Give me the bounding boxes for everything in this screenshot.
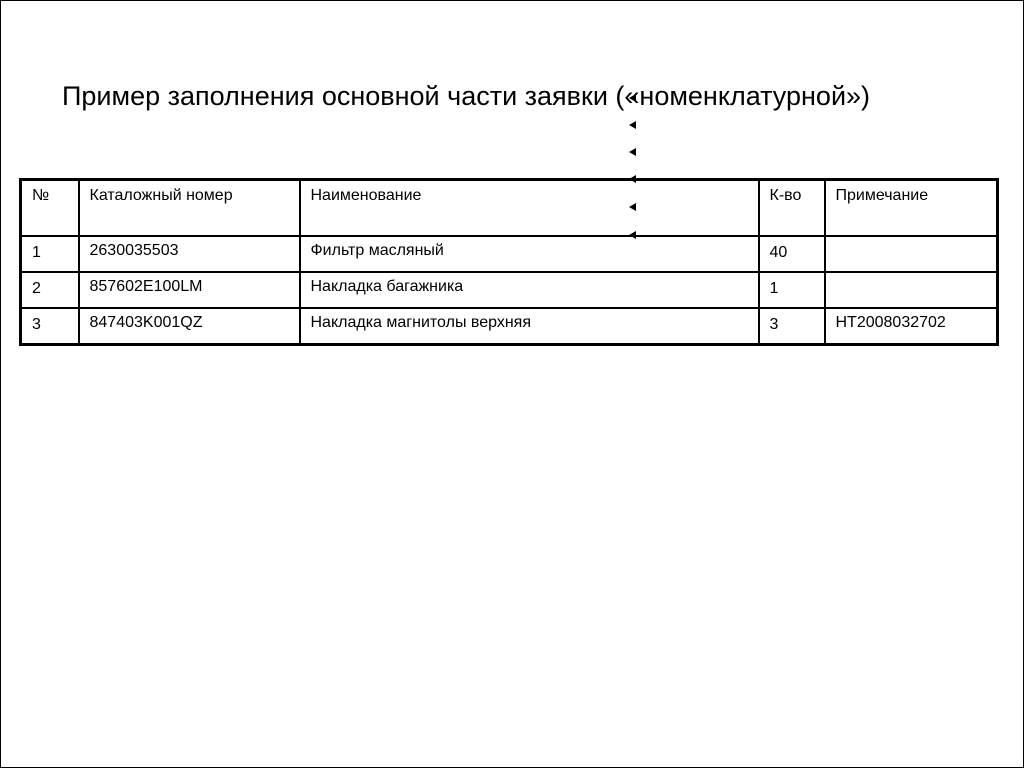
row-note <box>825 236 998 272</box>
row-note: НТ2008032702 <box>825 308 998 345</box>
row-catalog-number: 2630035503 <box>79 236 300 272</box>
row-num: 2 <box>21 272 79 308</box>
header-num: № <box>21 180 79 237</box>
row-quantity: 1 <box>759 272 825 308</box>
table-row <box>21 236 998 272</box>
row-note <box>825 272 998 308</box>
table-row <box>21 308 998 345</box>
marker-arrow-icon <box>629 94 636 102</box>
nomenclature-table <box>19 178 999 346</box>
header-name: Наименование <box>300 180 759 237</box>
row-name: Фильтр масляный <box>300 236 759 272</box>
row-num: 1 <box>21 236 79 272</box>
row-quantity: 3 <box>759 308 825 345</box>
row-name: Накладка магнитолы верхняя <box>300 308 759 345</box>
row-catalog-number: 847403K001QZ <box>79 308 300 345</box>
header-quantity: К-во <box>759 180 825 237</box>
table-header-row <box>21 180 998 237</box>
row-name: Накладка багажника <box>300 272 759 308</box>
header-note: Примечание <box>825 180 998 237</box>
header-catalog-number: Каталожный номер <box>79 180 300 237</box>
slide-title: Пример заполнения основной части заявки («номенклатурной») <box>62 81 871 111</box>
table-row <box>21 272 998 308</box>
row-catalog-number: 857602E100LM <box>79 272 300 308</box>
marker-arrow-icon <box>629 148 636 156</box>
marker-arrow-icon <box>629 121 636 129</box>
row-num: 3 <box>21 308 79 345</box>
row-quantity: 40 <box>759 236 825 272</box>
